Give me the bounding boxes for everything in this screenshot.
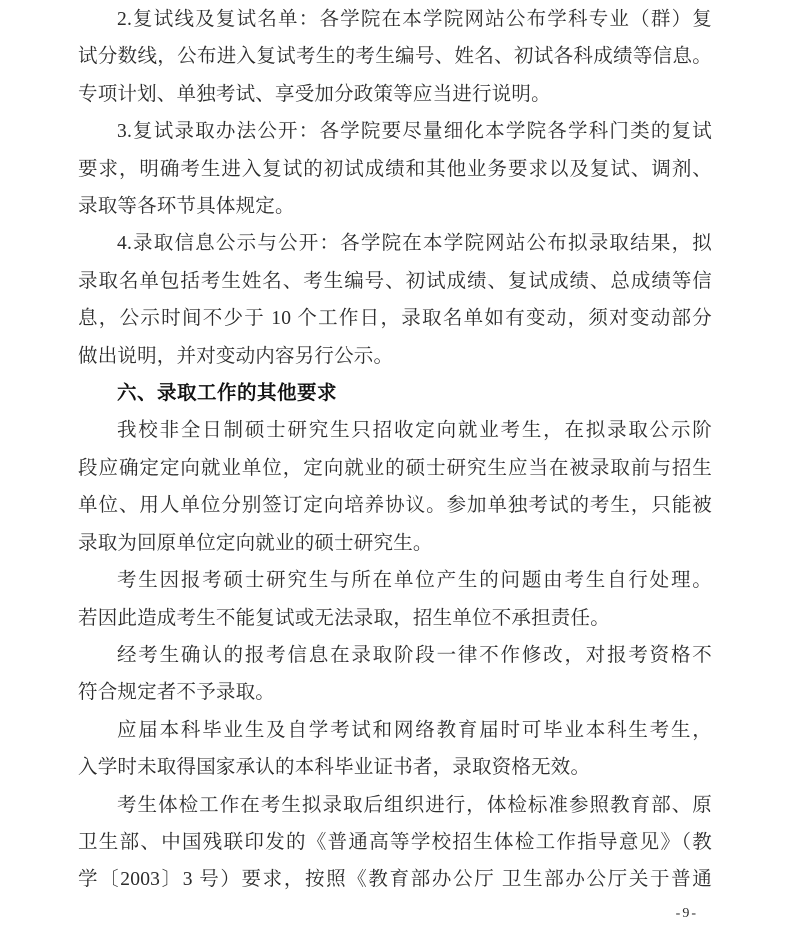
text-line: 试分数线，公布进入复试考生的考生编号、姓名、初试各科成绩等信息。: [78, 46, 712, 68]
text-line: 符合规定者不予录取。: [78, 682, 276, 704]
document-body: [78, 1, 712, 899]
text-line: 入学时未取得国家承认的本科毕业证书者，录取资格无效。: [78, 757, 591, 779]
page-number: -9-: [675, 906, 698, 921]
text-line: 息，公示时间不少于 10 个工作日，录取名单如有变动，须对变动部分: [78, 308, 712, 330]
text-line: 录取等各环节具体规定。: [78, 196, 295, 218]
text-line: 2.复试线及复试名单：各学院在本学院网站公布学科专业（群）复: [117, 9, 712, 30]
text-line: 考生体检工作在考生拟录取后组织进行，体检标准参照教育部、原: [117, 794, 712, 816]
text-line: 录取为回原单位定向就业的硕士研究生。: [78, 532, 433, 554]
text-line: 若因此造成考生不能复试或无法录取，招生单位不承担责任。: [78, 607, 610, 629]
text-line: 单位、用人单位分别签订定向培养协议。参加单独考试的考生，只能被: [78, 495, 712, 517]
text-line: 4.录取信息公示与公开：各学院在本学院网站公布拟录取结果，拟: [117, 233, 712, 255]
text-line: 经考生确认的报考信息在录取阶段一律不作修改，对报考资格不: [117, 644, 712, 666]
section-heading: 六、录取工作的其他要求: [117, 382, 338, 405]
text-line: 3.复试录取办法公开：各学院要尽量细化本学院各学科门类的复试: [117, 121, 712, 143]
text-line: 应届本科毕业生及自学考试和网络教育届时可毕业本科生考生，: [117, 719, 712, 741]
text-line: 录取名单包括考生姓名、考生编号、初试成绩、复试成绩、总成绩等信: [78, 270, 712, 292]
text-line: 段应确定定向就业单位，定向就业的硕士研究生应当在被录取前与招生: [78, 457, 712, 479]
text-line: 要求，明确考生进入复试的初试成绩和其他业务要求以及复试、调剂、: [78, 158, 712, 180]
text-line: 学〔2003〕3 号）要求，按照《教育部办公厅 卫生部办公厅关于普通: [78, 869, 712, 891]
text-line: 卫生部、中国残联印发的《普通高等学校招生体检工作指导意见》（教: [78, 831, 712, 853]
text-line: 做出说明，并对变动内容另行公示。: [78, 345, 394, 367]
text-line: 我校非全日制硕士研究生只招收定向就业考生，在拟录取公示阶: [117, 420, 712, 442]
text-line: 专项计划、单独考试、享受加分政策等应当进行说明。: [78, 83, 551, 105]
text-line: 考生因报考硕士研究生与所在单位产生的问题由考生自行处理。: [117, 570, 712, 592]
